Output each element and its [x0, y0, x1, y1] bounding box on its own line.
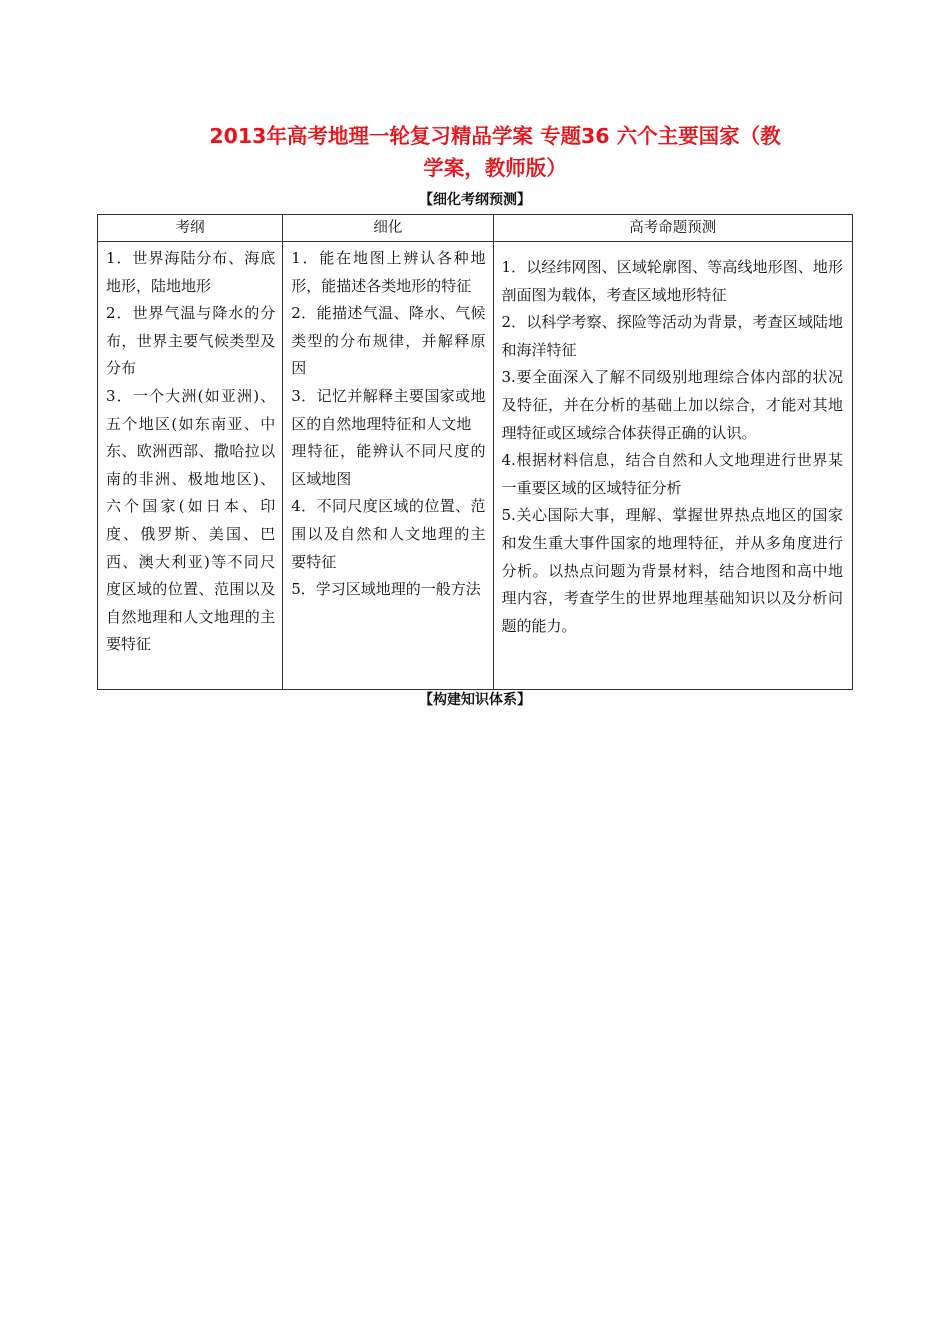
title-line-1: 2013年高考地理一轮复习精品学案 专题36 六个主要国家（教 [209, 124, 781, 148]
title-line-2: 学案，教师版） [423, 156, 567, 180]
table-row [98, 242, 853, 690]
xihua-item-4: 4．不同尺度区域的位置、范围以及自然和人文地理的主要特征 [291, 497, 486, 571]
cell-kaogang [98, 242, 283, 690]
yuce-item-4: 4.根据材料信息，结合自然和人文地理进行世界某一重要区域的区域特征分析 [501, 451, 843, 497]
document-title [150, 120, 840, 184]
xihua-item-3: 3．记忆并解释主要国家或地区的自然地理特征和人文地 [291, 386, 486, 433]
yuce-item-3: 3.要全面深入了解不同级别地理综合体内部的状况及特征，并在分析的基础上加以综合，才能对其地理特征或区域综合体获得正确的认识。 [501, 368, 843, 442]
table-header-row [98, 215, 853, 242]
xihua-item-1: 1．能在地图上辨认各种地形，能描述各类地形的特征 [291, 249, 486, 295]
cell-xihua [283, 242, 493, 690]
xihua-item-2: 2．能描述气温、降水、气候类型的分布规律，并解释原因 [291, 304, 486, 378]
outline-table [97, 214, 853, 690]
kaogang-item-3: 3．一个大洲(如亚洲)、五个地区(如东南亚、中东、欧洲西部、撒哈拉以南的非洲、极地地区)、六个国家(如日本、印度、俄罗斯、美国、巴西、澳大利亚)等不同尺度区域的位置、范围以及自然地理和人文地理的主要特征 [106, 386, 276, 654]
yuce-item-1: 1．以经纬网图、区域轮廓图、等高线地形图、地形剖面图为载体，考查区域地形特征 [501, 258, 843, 304]
section-heading-knowledge: 【构建知识体系】 [419, 692, 531, 708]
xihua-item-5: 5．学习区域地理的一般方法 [291, 580, 481, 599]
xihua-item-3-continued: 理特征，能辨认不同尺度的区域地图 [291, 442, 486, 488]
header-kaogang: 考纲 [98, 215, 283, 242]
header-yuce: 高考命题预测 [493, 215, 853, 242]
yuce-item-2: 2．以科学考察、探险等活动为背景，考查区域陆地和海洋特征 [501, 313, 843, 359]
yuce-item-5: 5.关心国际大事，理解、掌握世界热点地区的国家和发生重大事件国家的地理特征，并从多角度进行分析。以热点问题为背景材料，结合地图和高中地理内容，考查学生的世界地理基础知识以及分析问题的能力。 [501, 506, 843, 635]
header-xihua: 细化 [283, 215, 493, 242]
cell-yuce [493, 242, 853, 690]
kaogang-item-2: 2．世界气温与降水的分布，世界主要气候类型及分布 [106, 304, 276, 378]
section-heading-outline: 【细化考纲预测】 [419, 192, 531, 208]
kaogang-item-1: 1．世界海陆分布、海底地形，陆地地形 [106, 249, 276, 295]
